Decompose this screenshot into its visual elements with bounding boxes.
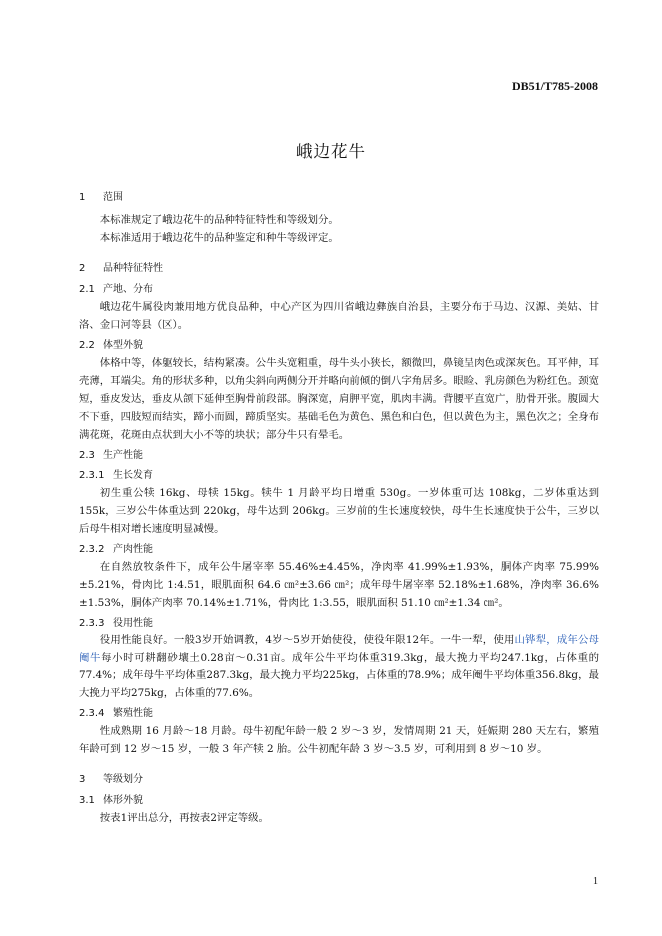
section-title: 等级划分 <box>103 774 143 785</box>
section-title: 品种特征特性 <box>103 263 163 274</box>
section-title: 役用性能 <box>113 618 153 629</box>
page-number: 1 <box>593 876 598 887</box>
section-number: 1 <box>79 192 86 203</box>
section-number: 2.3 <box>79 450 95 461</box>
section-title: 生产性能 <box>103 450 143 461</box>
paragraph: 本标准规定了峨边花牛的品种特征特性和等级划分。 <box>99 214 339 226</box>
section-3-1-heading <box>79 793 599 809</box>
section-number: 2.3.2 <box>79 544 105 555</box>
document-title: 峨边花牛 <box>296 142 366 161</box>
section-2-1-heading <box>79 282 599 298</box>
section-number: 3.1 <box>79 795 95 806</box>
section-title: 范围 <box>103 192 123 203</box>
hyperlink-text[interactable]: 山铧犁，成年公母阉牛 <box>79 634 599 664</box>
paragraph: 在自然放牧条件下，成年公牛屠宰率 55.46%±4.45%，净肉率 41.99%±1.93%，胴体产肉率 75.99%±5.21%，骨肉比 1:4.51，眼肌面积 64.6 ㎝²±3.66 ㎝²；成年母牛屠宰率 52.18%±1.68%，净肉率 36.6%±1.53%，胴体产肉率 70.14%±1.71%，骨肉比 1:3.55，眼肌面积 51.10 ㎝²±1.34 ㎝²。 <box>79 561 599 609</box>
section-number: 3 <box>79 774 86 785</box>
section-2-heading <box>79 261 599 277</box>
paragraph: 体格中等，体躯较长，结构紧凑。公牛头宽粗重，母牛头小狭长，额微凹，鼻镜呈肉色或深灰色。耳平伸，耳壳薄，耳端尖。角的形状多种，以角尖斜向两侧分开并略向前倾的倒八字角居多。眼睑、乳房颜色为粉红色。颈宽短，垂皮发达，垂皮从颌下延伸至胸骨前段部。胸深宽，肩胛平宽，肌肉丰满。背腰平直宽广，肋骨开张。腹圆大不下垂，四肢短而结实，蹄小而圆，蹄质坚实。基础毛色为黄色、黑色和白色，但以黄色为主，黑色次之；全身布满花斑，花斑由点状到大小不等的块状；部分牛只有晕毛。 <box>79 357 599 441</box>
section-title: 生长发育 <box>113 470 153 481</box>
paragraph: 性成熟期 16 月龄～18 月龄。母牛初配年龄一般 2 岁～3 岁，发情周期 21 天，妊娠期 280 天左右，繁殖年龄可到 12 岁～15 岁，一般 3 年产犊 2 胎。公牛初配年龄 3 岁～3.5 岁，可利用到 8 岁～10 岁。 <box>79 725 599 755</box>
section-2-3-2-heading <box>79 542 599 558</box>
section-number: 2.3.3 <box>79 618 105 629</box>
section-number: 2.3.4 <box>79 708 105 719</box>
section-number: 2.1 <box>79 284 95 295</box>
section-number: 2.3.1 <box>79 470 105 481</box>
paragraph-text: 役用性能良好。一般3岁开始调教，4岁～5岁开始使役，使役年限12年。一牛一犁，使用 <box>99 634 515 646</box>
section-2-3-1-heading <box>79 468 599 484</box>
paragraph <box>79 632 599 702</box>
paragraph-text: 每小时可耕翻砂壤土0.28亩～0.31亩。成年公牛平均体重319.3kg，最大挽力平均247.1kg，占体重的77.4%；成年母牛平均体重287.3kg，最大挽力平均225kg，占体重的78.9%；成年阉牛平均体重356.8kg，最大挽力平均275kg，占体重的77.6%。 <box>79 651 600 699</box>
section-title: 体型外貌 <box>103 340 143 351</box>
section-title: 产肉性能 <box>113 544 153 555</box>
section-title: 体形外貌 <box>103 795 143 806</box>
section-number: 2.2 <box>79 340 95 351</box>
section-2-3-3-heading <box>79 616 599 632</box>
section-title: 繁殖性能 <box>113 708 153 719</box>
standard-code: DB51/T785-2008 <box>511 79 598 93</box>
section-2-3-heading <box>79 448 599 464</box>
paragraph: 本标准适用于峨边花牛的品种鉴定和种牛等级评定。 <box>99 232 339 244</box>
paragraph: 按表1评出总分，再按表2评定等级。 <box>99 812 269 824</box>
section-2-2-heading <box>79 338 599 354</box>
document-body <box>79 190 599 827</box>
section-2-3-4-heading <box>79 706 599 722</box>
section-number: 2 <box>79 263 86 274</box>
paragraph: 初生重公犊 16kg、母犊 15kg。犊牛 1 月龄平均日增重 530g。一岁体重可达 108kg，二岁体重达到 155k，三岁公牛体重达到 220kg，母牛达到 206kg。三岁前的生长速度较快，母牛生长速度快于公牛，三岁以后母牛相对增长速度明显减慢。 <box>79 487 599 535</box>
section-3-heading <box>79 772 599 788</box>
section-1-heading <box>79 190 599 206</box>
paragraph: 峨边花牛属役肉兼用地方优良品种，中心产区为四川省峨边彝族自治县，主要分布于马边、汉源、美姑、甘洛、金口河等县（区）。 <box>79 301 599 331</box>
section-title: 产地、分布 <box>103 284 153 295</box>
